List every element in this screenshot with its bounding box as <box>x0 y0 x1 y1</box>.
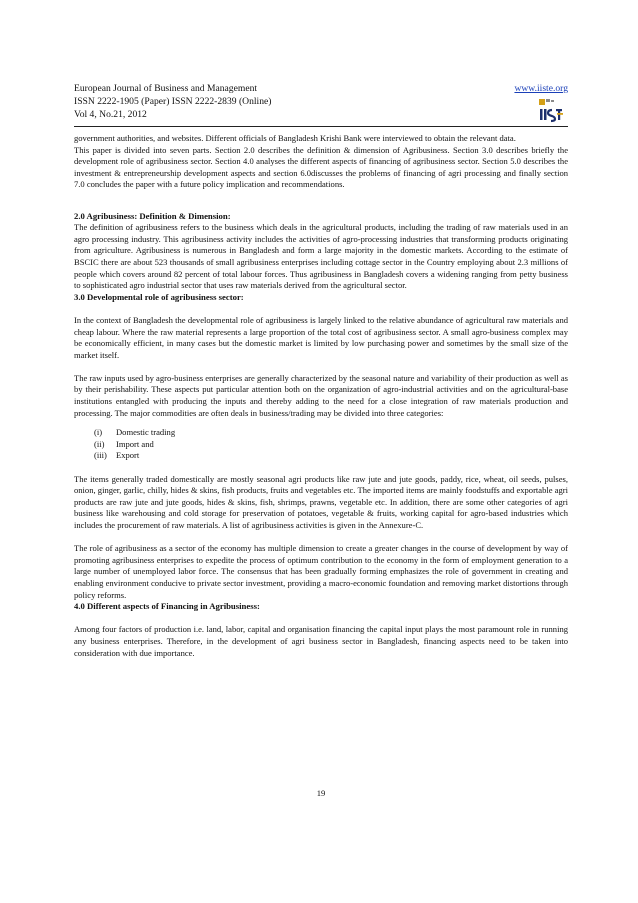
header-citation <box>74 82 568 121</box>
trading-categories-list <box>74 427 568 462</box>
list-item <box>94 427 568 439</box>
list-item-number: (ii) <box>94 438 105 449</box>
paragraph-developmental-role: In the context of Bangladesh the developmental role of agribusiness is largely linked to the relative abundance of agricultural raw materials and cheap labour. Where the raw material represents a large proportion of the total cost of agribusiness sector. A small agro-business complex may be economically efficient, in many cases but the domestic market is limited by low purchasing power and sometimes by the small size of the market itself. <box>74 314 568 360</box>
section-heading-3: 3.0 Developmental role of agribusiness sector: <box>74 291 244 302</box>
page-number: 19 <box>316 788 326 798</box>
paragraph-data-sources: government authorities, and websites. Different officials of Bangladesh Krishi Bank were interviewed to obtain the relevant data. <box>74 133 516 143</box>
list-item-text: Import and <box>116 438 154 449</box>
journal-header <box>74 82 568 125</box>
list-item-number: (i) <box>94 427 103 438</box>
paragraph-role-of-agribusiness: The role of agribusiness as a sector of the economy has multiple dimension to create a greater changes in the course of development by way of promoting agribusiness enterprises to expedite the process of optimum contribution to the economy in the form of employment generation to a large number of unemployed labor force. The consensus that has been gradually forming emphasizes the role of government in creating and enabling environment conducive to private sector investment, providing a macro-economic foundation and removing market distortions through policy reforms. <box>74 543 568 600</box>
iiste-logo-icon <box>538 98 564 124</box>
header-divider <box>74 126 568 127</box>
journal-name: European Journal of Business and Management <box>74 83 258 94</box>
paragraph-traded-items: The items generally traded domestically are mostly seasonal agri products like raw jute and jute goods, paddy, rice, wheat, oil seeds, pulses, onion, ginger, garlic, chilly, hides & skins, fish products, fruits and vegetables etc. The imported items are mainly foodstuffs and exportable agri products are raw jute and jute goods, hides & skins, fish, shrimps, prawns, vegetable etc. In addition, there are some other categories of agri business like warehousing and cold storage for preservation of potatoes, vegetable & fruits, working capital for agro-based industries which includes the procurement of raw materials. A list of agribusiness activities is given in the Annexure-C. <box>74 473 568 530</box>
journal-issn: ISSN 2222-1905 (Paper) ISSN 2222-2839 (Online) <box>74 96 272 107</box>
list-item <box>94 439 568 451</box>
paragraph-financing: Among four factors of production i.e. land, labor, capital and organisation financing the capital input plays the most paramount role in running any business enterprises. Therefore, in the development of agri business sector in Bangladesh, financing aspects need to be taken into consideration with due importance. <box>74 624 568 658</box>
section-heading-2: 2.0 Agribusiness: Definition & Dimension: <box>74 210 231 221</box>
paragraph-definition: The definition of agribusiness refers to the business which deals in the agricultural products, including the trading of raw materials used in an agro processing industry. This agribusiness activity includes the activities of agro-processing industries that transforming products originating from agriculture. Agribusiness is numerous in Bangladesh and form a large majority in the domestic markets. According to the estimate of BSCIC there are about 523 thousands of small agribusiness enterprises including cottage sector in the Country employing about 2.3 millions of people which covers around 82 percent of total labour forces. Thus agribusiness in Bangladesh covers a widening ranging from petty business to sophisticated agro industrial sector that uses raw materials derived from the agricultural sector. <box>74 222 568 291</box>
section-heading-4: 4.0 Different aspects of Financing in Agribusiness: <box>74 601 260 612</box>
list-item-text: Export <box>116 450 140 461</box>
paper-page <box>74 82 568 882</box>
article-body <box>74 133 568 659</box>
paragraph-paper-outline: This paper is divided into seven parts. Section 2.0 describes the definition & dimension of Agribusiness. Section 3.0 describes briefly the development role of agribusiness sector. Section 4.0 analyses the different aspects of financing of agribusiness sector. Section 5.0 describes the investment & entrepreneurship development aspects and section 6.0discusses the problems of financing of agri processing and finally section 7.0 concludes the paper with a future policy implication and recommendations. <box>74 144 568 190</box>
journal-url-link[interactable]: www.iiste.org <box>514 83 568 94</box>
paragraph-raw-inputs: The raw inputs used by agro-business enterprises are generally characterized by the seasonal nature and variability of their production as well as by their perishability. These aspects put particular attention both on the organization of agro-industrial activities and on the agricultural-base institutions entangled with producing the inputs and thereby adding to the need for a close integration of raw materials production and processing. The major commodities are often deals in business/trading may be divided into three categories: <box>74 372 568 418</box>
journal-volume: Vol 4, No.21, 2012 <box>74 109 147 120</box>
list-item-text: Domestic trading <box>116 427 176 438</box>
list-item <box>94 450 568 462</box>
list-item-number: (iii) <box>94 450 107 461</box>
